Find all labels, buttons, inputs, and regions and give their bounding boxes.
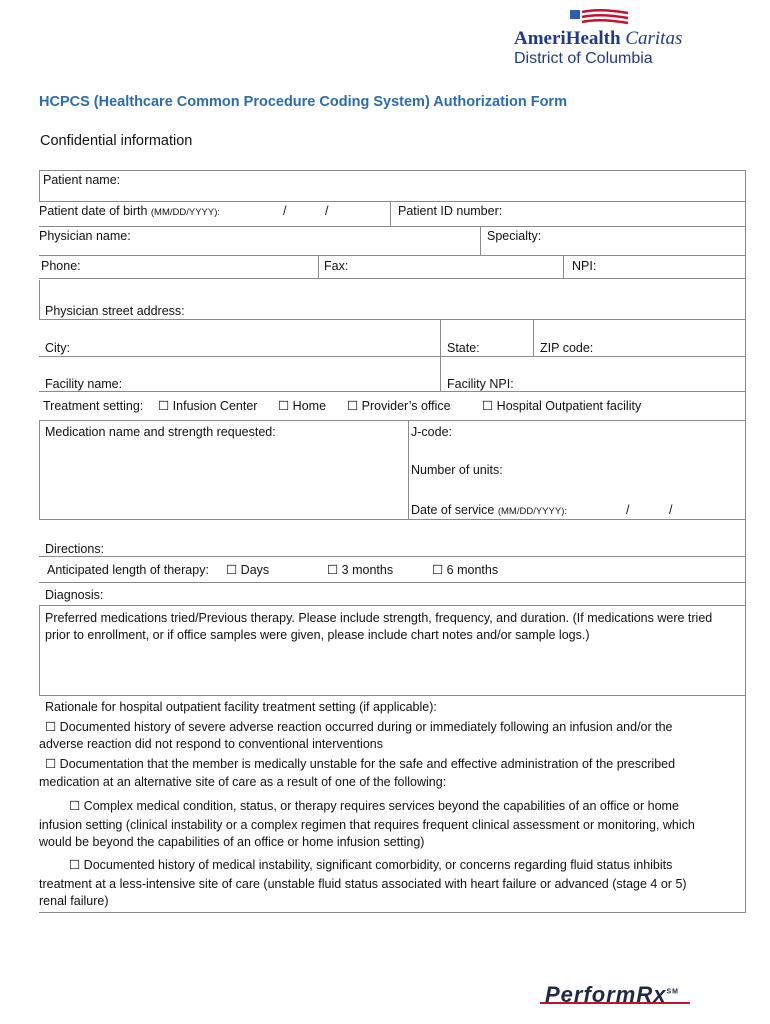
brand-region: District of Columbia (514, 50, 653, 67)
street-address-label: Physician street address: (45, 304, 185, 318)
form-title: HCPCS (Healthcare Common Procedure Coding System) Authorization Form (39, 94, 567, 110)
dob-label: Patient date of birth (MM/DD/YYYY): (39, 204, 221, 218)
brand-name: AmeriHealth Caritas (514, 28, 683, 49)
facility-name-label: Facility name: (45, 377, 123, 391)
units-label: Number of units: (411, 463, 503, 477)
therapy-length-label: Anticipated length of therapy: (47, 563, 209, 577)
checkbox-infusion-center[interactable]: ☐ Infusion Center (158, 399, 258, 413)
date-of-service-label: Date of service (MM/DD/YYYY): (411, 503, 567, 517)
directions-label: Directions: (45, 542, 105, 556)
phone-label: Phone: (41, 259, 81, 273)
rationale-suboption-2-cont2: renal failure) (39, 894, 109, 908)
rationale-option-1[interactable]: ☐ Documented history of severe adverse reaction occurred during or immediately following an infusion and/or the (45, 720, 673, 734)
checkbox-6-months[interactable]: ☐ 6 months (432, 563, 499, 577)
rationale-suboption-2-cont1: treatment at a less-intensive site of care (unstable fluid status associated with heart failure or advanced (stage 4 or 5) (39, 877, 687, 891)
specialty-label: Specialty: (487, 229, 542, 243)
checkbox-providers-office[interactable]: ☐ Provider’s office (347, 399, 451, 413)
dos-slash-2: / (669, 503, 673, 517)
rationale-option-2-cont: medication at an alternative site of care as a result of one of the following: (39, 775, 447, 789)
performrx-wordmark: PerformRx℠ (545, 982, 679, 1007)
preferred-medications-line2: prior to enrollment, or if office samples were given, please include chart notes and/or sample logs.) (45, 628, 590, 642)
city-label: City: (45, 341, 70, 355)
preferred-medications-line1: Preferred medications tried/Previous therapy. Please include strength, frequency, and duration. (If medications were tried (45, 611, 713, 625)
zip-label: ZIP code: (540, 341, 594, 355)
dob-slash-1: / (283, 204, 287, 218)
npi-label: NPI: (572, 259, 597, 273)
rationale-option-2[interactable]: ☐ Documentation that the member is medically unstable for the safe and effective administration of the prescribed (45, 757, 676, 771)
facility-npi-label: Facility NPI: (447, 377, 514, 391)
dos-slash-1: / (626, 503, 630, 517)
section-heading: Confidential information (40, 133, 193, 149)
treatment-setting-label: Treatment setting: (43, 399, 144, 413)
physician-name-label: Physician name: (39, 229, 131, 243)
rationale-title: Rationale for hospital outpatient facility treatment setting (if applicable): (45, 700, 437, 714)
fax-label: Fax: (324, 259, 349, 273)
flag-icon (570, 8, 630, 28)
rationale-suboption-1-cont1: infusion setting (clinical instability or a complex regimen that requires frequent clinical assessment or monitoring, which (39, 818, 695, 832)
rationale-suboption-1[interactable]: ☐ Complex medical condition, status, or therapy requires services beyond the capabilities of an office or home (69, 799, 679, 813)
patient-id-label: Patient ID number: (398, 204, 503, 218)
medication-label: Medication name and strength requested: (45, 425, 276, 439)
rationale-option-1-cont: adverse reaction did not respond to conventional interventions (39, 737, 383, 751)
patient-name-label: Patient name: (43, 173, 121, 187)
checkbox-hospital-outpatient[interactable]: ☐ Hospital Outpatient facility (482, 399, 642, 413)
checkbox-days[interactable]: ☐ Days (226, 563, 270, 577)
rationale-suboption-1-cont2: would be beyond the capabilities of an office or home infusion setting) (39, 835, 425, 849)
checkbox-home[interactable]: ☐ Home (278, 399, 327, 413)
rationale-suboption-2[interactable]: ☐ Documented history of medical instability, significant comorbidity, or concerns regarding fluid status inhibits (69, 858, 673, 872)
jcode-label: J-code: (411, 425, 452, 439)
state-label: State: (447, 341, 480, 355)
dob-slash-2: / (325, 204, 329, 218)
diagnosis-label: Diagnosis: (45, 588, 104, 602)
checkbox-3-months[interactable]: ☐ 3 months (327, 563, 394, 577)
